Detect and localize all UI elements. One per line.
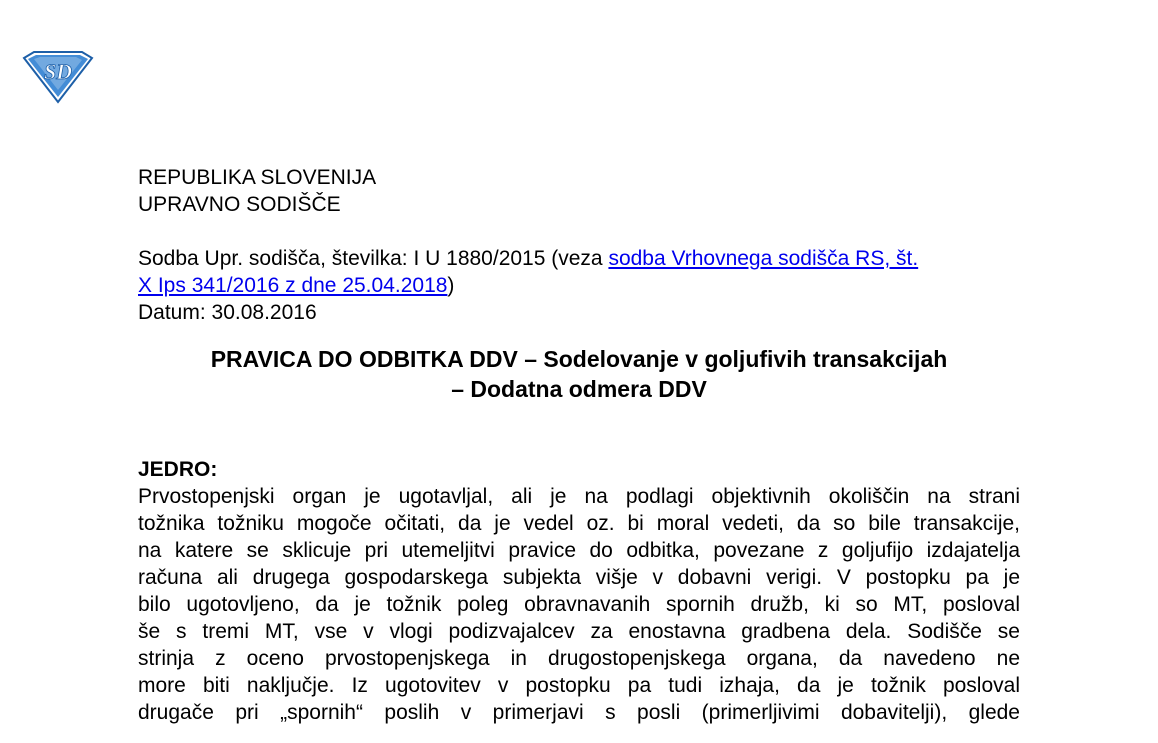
logo-text: SD xyxy=(43,59,73,84)
core-section-body xyxy=(138,483,1020,726)
document-heading xyxy=(138,344,1020,404)
reference-prefix: Sodba Upr. sodišča, številka: I U 1880/2015 (veza xyxy=(138,247,609,270)
logo-emblem-icon xyxy=(20,50,96,104)
core-text-line: drugače pri „spornih“ poslih v primerjavi s posli (primerljivimi dobavitelji), glede xyxy=(138,701,1020,724)
court-header xyxy=(138,164,1020,218)
court-logo xyxy=(20,50,96,104)
core-text-line: še s tremi MT, vse v vlogi podizvajalcev za enostavna gradbena dela. Sodišče se xyxy=(138,620,1020,643)
country-name: REPUBLIKA SLOVENIJA xyxy=(138,166,377,189)
reference-line-1 xyxy=(138,245,1020,272)
core-section-title: JEDRO: xyxy=(138,458,218,481)
core-text-line: računa ali drugega gospodarskega subjekta višje v dobavni verigi. V postopku pa je xyxy=(138,566,1020,589)
reference-suffix: ) xyxy=(447,274,455,297)
reference-block xyxy=(138,245,1020,326)
core-text-line: Prvostopenjski organ je ugotavljal, ali je na podlagi objektivnih okoliščin na strani xyxy=(138,485,1020,508)
core-text-line: more biti naključje. Iz ugotovitev v postopku pa tudi izhaja, da je tožnik posloval xyxy=(138,674,1020,697)
document-page xyxy=(138,164,1020,726)
core-text-line: bilo ugotovljeno, da je tožnik poleg obravnavanih spornih družb, ki so MT, posloval xyxy=(138,593,1020,616)
heading-line-2: – Dodatna odmera DDV xyxy=(451,376,707,402)
judgment-date: Datum: 30.08.2016 xyxy=(138,301,317,324)
heading-line-1: PRAVICA DO ODBITKA DDV – Sodelovanje v goljufivih transakcijah xyxy=(210,346,948,372)
supreme-court-link-part-1[interactable]: sodba Vrhovnega sodišča RS, št. xyxy=(608,247,919,270)
court-name: UPRAVNO SODIŠČE xyxy=(138,193,341,216)
core-text-line: strinja z oceno prvostopenjskega in drugostopenjskega organa, da navedeno ne xyxy=(138,647,1020,670)
core-text-line: na katere se sklicuje pri utemeljitvi pravice do odbitka, povezane z goljufijo izdajatelja xyxy=(138,539,1020,562)
reference-line-2 xyxy=(138,272,1020,299)
supreme-court-link-part-2[interactable]: X Ips 341/2016 z dne 25.04.2018 xyxy=(138,274,448,297)
core-text-line: tožnika tožniku mogoče očitati, da je vedel oz. bi moral vedeti, da so bile transakcije, xyxy=(138,512,1020,535)
